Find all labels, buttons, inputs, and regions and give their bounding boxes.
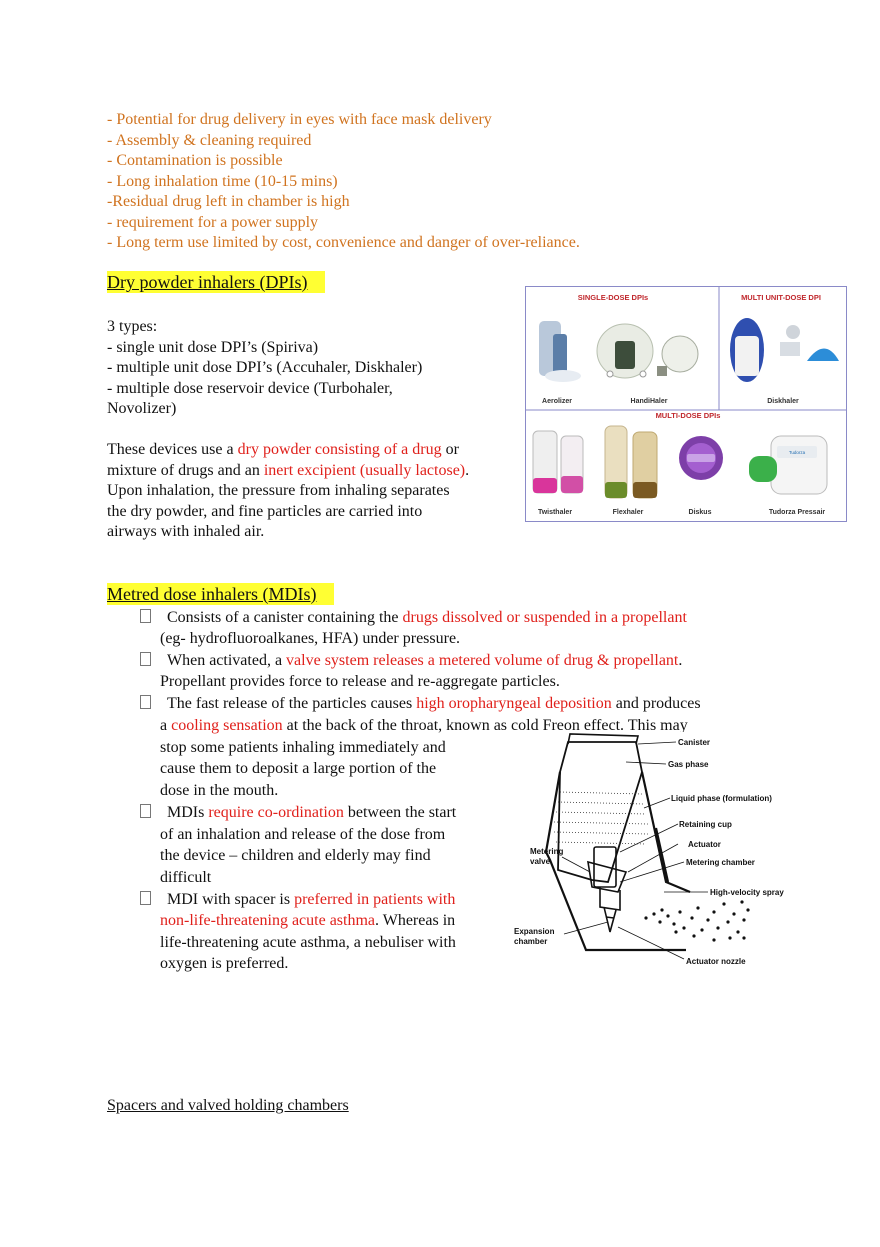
- dpi-paragraph-line: airways with inhaled air.: [107, 523, 265, 540]
- diagram-label: Retaining cup: [679, 820, 732, 829]
- text-run: MDIs: [167, 803, 209, 821]
- diagram-label: High-velocity spray: [710, 888, 784, 897]
- label-leaders: [562, 742, 708, 959]
- diagram-label: valve: [530, 857, 551, 866]
- mdi-bullet-line: of an inhalation and release of the dose from: [160, 825, 446, 843]
- text-run: . Whereas in: [375, 912, 456, 929]
- single-dose-title: SINGLE-DOSE DPIs: [577, 293, 649, 302]
- highlight-text: require co-ordination: [208, 803, 344, 821]
- mdi-bullet-line: oxygen is preferred.: [160, 955, 289, 972]
- highlight-text: high oropharyngeal deposition: [416, 695, 612, 712]
- dpi-paragraph-line: Upon inhalation, the pressure from inhaling separates: [107, 482, 450, 499]
- highlight-text: dry powder consisting of a drug: [237, 441, 442, 458]
- diagram-label: Metering: [530, 847, 564, 856]
- text-run: between the start: [343, 803, 457, 821]
- text-run: .: [465, 461, 470, 479]
- disadvantage-item: - Long term use limited by cost, convenience and danger of over-reliance.: [107, 234, 580, 251]
- mdi-bullet-line: the device – children and elderly may find: [160, 847, 431, 864]
- multi-unit-title: MULTI UNIT-DOSE DPI: [741, 293, 821, 302]
- bullet-marker: [140, 891, 151, 905]
- dpi-paragraph-line: [107, 461, 469, 482]
- mdi-heading: Metred dose inhalers (MDIs): [107, 583, 334, 605]
- diagram-label: Expansion: [514, 927, 555, 936]
- metering-valve: [588, 847, 626, 932]
- dpi-devices-figure: [525, 286, 847, 522]
- mdi-bullet: [140, 890, 455, 911]
- device-label: Tudorza Pressair: [768, 509, 826, 516]
- device-label: Diskhaler: [767, 398, 799, 405]
- highlight-text: drugs dissolved or suspended in a propellant: [402, 609, 687, 626]
- highlight-text: valve system releases a metered volume of drug & propellant: [286, 652, 679, 669]
- device-label: HandiHaler: [630, 398, 668, 405]
- text-run: a: [160, 716, 172, 734]
- spacers-heading: Spacers and valved holding chambers: [107, 1097, 349, 1114]
- text-run: When activated, a: [167, 652, 287, 669]
- highlight-text: cooling sensation: [171, 716, 283, 734]
- text-run: The fast release of the particles causes: [167, 695, 417, 712]
- highlight-text: non-life-threatening acute asthma: [160, 912, 376, 929]
- mdi-bullet-line: cause them to deposit a large portion of the: [160, 760, 437, 777]
- mdi-bullet-line: Propellant provides force to release and re-aggregate particles.: [160, 673, 560, 690]
- device-label: Aerolizer: [542, 398, 572, 405]
- dpi-types-line: - single unit dose DPI’s (Spiriva): [107, 338, 319, 356]
- disadvantage-item: - Long inhalation time (10-15 mins): [107, 172, 338, 190]
- multi-dose-title: MULTI-DOSE DPIs: [655, 411, 721, 420]
- dpi-paragraph-line: [107, 440, 459, 461]
- mdi-bullet-line: difficult: [160, 868, 212, 886]
- dpi-paragraph-line: the dry powder, and fine particles are carried into: [107, 502, 423, 520]
- diagram-label: Actuator: [688, 840, 721, 849]
- device-label: Flexhaler: [612, 509, 644, 516]
- mdi-bullet-line: stop some patients inhaling immediately and: [160, 738, 446, 756]
- bullet-marker: [140, 695, 151, 709]
- highlight-text: preferred in patients with: [294, 890, 456, 908]
- mdi-bullet: [140, 694, 701, 715]
- device-label: Twisthaler: [537, 509, 573, 516]
- mdi-bullet-line: [160, 911, 455, 932]
- text-run: These devices use a: [107, 441, 238, 458]
- bullet-marker: [140, 609, 151, 623]
- mdi-bullet: [140, 651, 682, 672]
- diagram-label: Metering chamber: [686, 858, 755, 867]
- disadvantage-item: - Potential for drug delivery in eyes with face mask delivery: [107, 111, 492, 128]
- text-run: .: [678, 652, 683, 669]
- disadvantage-item: -Residual drug left in chamber is high: [107, 193, 350, 210]
- mdi-bullet-line: dose in the mouth.: [160, 781, 279, 799]
- mdi-bullet: [140, 608, 687, 629]
- dpi-types-line: 3 types:: [107, 318, 158, 335]
- dpi-heading: Dry powder inhalers (DPIs): [107, 271, 325, 293]
- spray-particles: [644, 900, 749, 941]
- bullet-marker: [140, 652, 151, 666]
- device-label: Diskus: [688, 509, 712, 516]
- mdi-bullet-line: (eg- hydrofluoroalkanes, HFA) under pressure.: [160, 630, 461, 647]
- diagram-label: Actuator nozzle: [686, 957, 746, 966]
- text-run: mixture of drugs and an: [107, 461, 264, 479]
- text-run: at the back of the throat, known as cold Freon effect. This may: [282, 716, 688, 734]
- svg-text:Tudorza: Tudorza: [788, 450, 806, 455]
- diagram-label: chamber: [514, 937, 548, 946]
- diskus-device: [679, 436, 723, 480]
- disadvantage-item: - requirement for a power supply: [107, 213, 319, 231]
- diagram-label: Canister: [678, 738, 711, 747]
- text-run: MDI with spacer is: [167, 890, 295, 908]
- text-run: or: [441, 441, 459, 458]
- disadvantage-item: - Assembly & cleaning required: [107, 131, 312, 149]
- mdi-bullet: [140, 803, 456, 824]
- mdi-diagram: [508, 732, 798, 972]
- diagram-label: Liquid phase (formulation): [671, 794, 772, 803]
- diagram-label: Gas phase: [668, 760, 709, 769]
- text-run: and produces: [611, 695, 701, 712]
- mdi-bullet-line: life-threatening acute asthma, a nebuliser with: [160, 933, 456, 951]
- highlight-text: inert excipient (usually lactose): [263, 461, 466, 479]
- dpi-types-line: Novolizer): [107, 400, 177, 417]
- disadvantage-item: - Contamination is possible: [107, 152, 283, 169]
- dpi-types-line: - multiple unit dose DPI’s (Accuhaler, Diskhaler): [107, 359, 423, 376]
- bullet-marker: [140, 804, 151, 818]
- dpi-types-line: - multiple dose reservoir device (Turbohaler,: [107, 379, 393, 397]
- text-run: Consists of a canister containing the: [167, 609, 403, 626]
